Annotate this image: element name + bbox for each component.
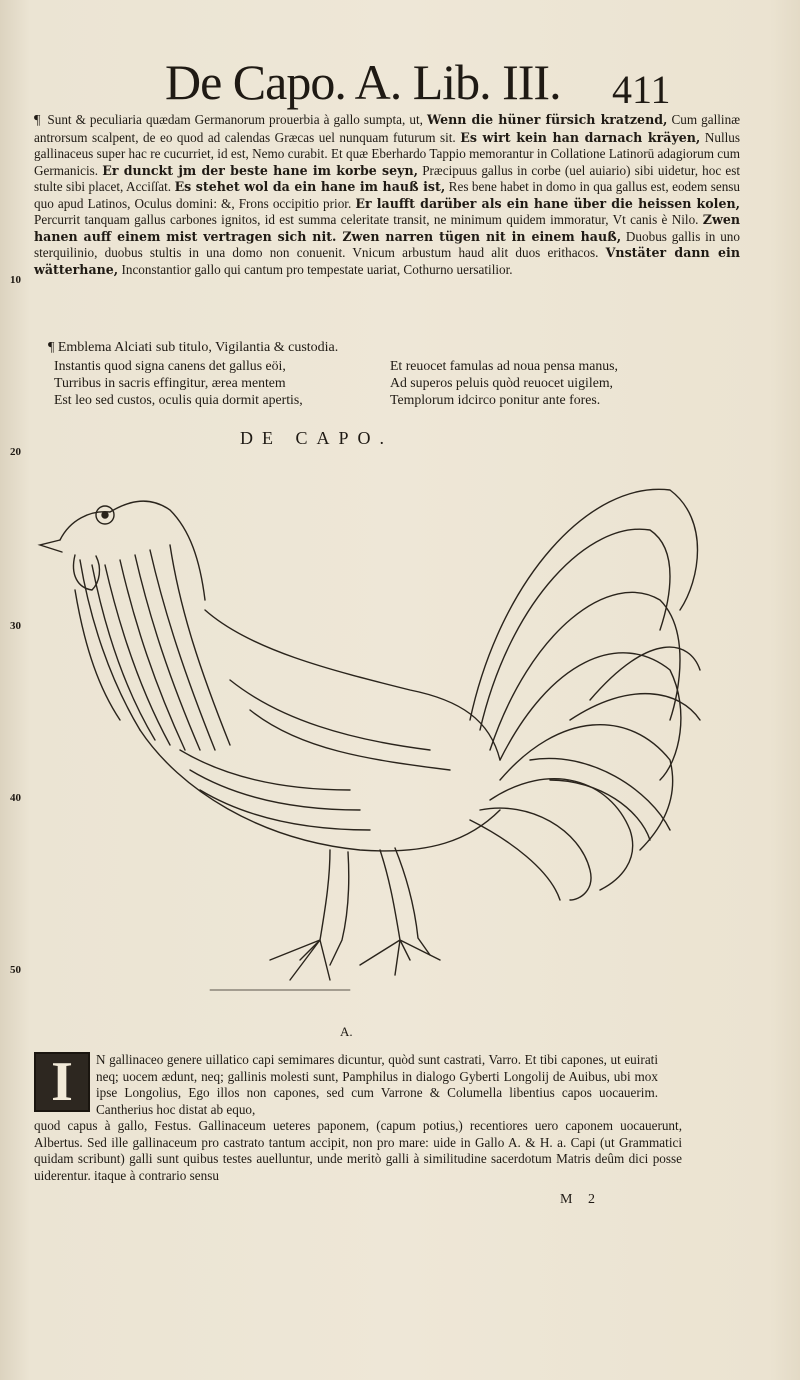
german-proverb: Wenn die hüner fürsich kratzend, xyxy=(426,112,668,127)
verse-line: Templorum idcirco ponitur ante fores. xyxy=(390,392,601,407)
margin-line-number: 40 xyxy=(10,792,21,804)
text-segment: Cum gallinæ antrorsum scalpent, de eo quod ad calendas Græcas uel nunquam futurum sit. xyxy=(34,112,740,145)
text-segment: Inconstantior gallo qui cantum pro tempestate uariat, Cothurno uersatilior. xyxy=(121,261,513,277)
decorated-initial xyxy=(34,1052,90,1112)
emblem-verse-right xyxy=(390,357,760,408)
emblem-title: ¶ Emblema Alciati sub titulo, Vigilantia & custodia. xyxy=(48,340,339,355)
margin-line-number: 20 xyxy=(10,446,21,458)
text-segment: Sunt & peculiaria quædam Germanorum prouerbia à gallo sumpta, ut, xyxy=(47,112,423,127)
margin-line-number: 50 xyxy=(10,964,21,976)
german-proverb: Er dunckt jm der beste hane im korbe seyn, xyxy=(102,162,419,178)
verse-line: Et reuocet famulas ad noua pensa manus, xyxy=(390,358,618,373)
german-proverb: Es stehet wol da ein hane im hauß ist, xyxy=(174,179,446,194)
margin-line-number: 10 xyxy=(10,274,21,286)
text-segment: Duobus gallis in uno sterquilinio, duobus stultis in una domo non conuenit. Vnicum arbustum haud alit duos erithacos. xyxy=(34,228,740,260)
verse-line: Ad superos peluis quòd reuocet uigilem, xyxy=(390,375,614,390)
german-proverb: Es wirt kein han darnach kräyen, xyxy=(460,129,701,145)
text-segment: Percurrit tanquam gallus carbones ignitos, id est summa celeritate transit, ne minimum quidem immoratur, Vt canis è Nilo. xyxy=(34,212,699,227)
running-head-title: De Capo. A. Lib. III. xyxy=(165,54,561,110)
verse-line: Instantis quod signa canens det gallus eöi, xyxy=(54,358,286,373)
section-heading: DE CAPO. xyxy=(240,428,394,448)
verse-line: Turribus in sacris effingitur, ærea mentem xyxy=(54,375,286,390)
rooster-woodcut-illustration xyxy=(30,460,720,1020)
page-number: 411 xyxy=(612,67,671,112)
emblem-verse-left xyxy=(54,357,384,408)
text-segment: Præcipuus gallus in corbe (uel auiario) sibi uidetur, hoc est stulte sibi placet, Acciſſat. xyxy=(34,162,741,194)
text-segment: Nullus gallinaceus super hac re cucurriet, id est, Nemo curabit. Et quæ Eberhardo Tappio memorantur in Collatione Latinorū adagiorum cum Germanicis. xyxy=(34,129,740,178)
margin-line-number: 30 xyxy=(10,620,21,632)
figure-caption: A. xyxy=(340,1024,353,1039)
signature-mark: M 2 xyxy=(560,1192,601,1207)
german-proverb: Vnstäter dann ein wätterhane, xyxy=(34,245,740,277)
initial-letter: I xyxy=(51,1051,73,1113)
german-proverb: Er laufft darüber als ein hane über die heissen kolen, xyxy=(355,195,741,211)
verse-line: Est leo sed custos, oculis quia dormit apertis, xyxy=(54,392,303,407)
text-segment: Res bene habet in domo in qua gallus est, eodem sensu quo apud Latinos, Oculus domini: &, Frons occipitio prior. xyxy=(34,179,741,211)
body-text-top: N gallinaceo genere uillatico capi semimares dicuntur, quòd sunt castrati, Varro. Et tibi capones, ut euirati neq; uocem ædunt, neq; gallinis molesti sunt, Pamphilus in dialogo Gyberti Longolij de Auibus, ubi mox ipse Longolius, Ego illos non capones, sed cum Varrone & Columella libentius capos uocauerim. Cantherius hoc distat ab equo, xyxy=(96,1052,658,1117)
proverbs-paragraph xyxy=(34,112,740,278)
rooster-woodcut xyxy=(30,460,720,1020)
german-proverb: Zwen hanen auff einem mist vertragen sich nit. Zwen narren tügen nit in einem hauß, xyxy=(34,212,741,244)
paragraph-mark: ¶ xyxy=(34,113,41,128)
body-text-bottom: quod capus à gallo, Festus. Gallinaceum ueteres paponem, (capum potius,) recentiores uero caponem uocauerunt, Albertus. Sed ille gallinaceum pro castrato tantum accipit, non pro mare: uide in Gallo A. & H. a. Capi (ut Grammatici quidam scribunt) galli sunt quibus testes auelluntur, unde meritò galli à similitudine sacerdotum Matris deûm dici posse uiderentur. itaque à contrario sensu xyxy=(34,1118,682,1183)
